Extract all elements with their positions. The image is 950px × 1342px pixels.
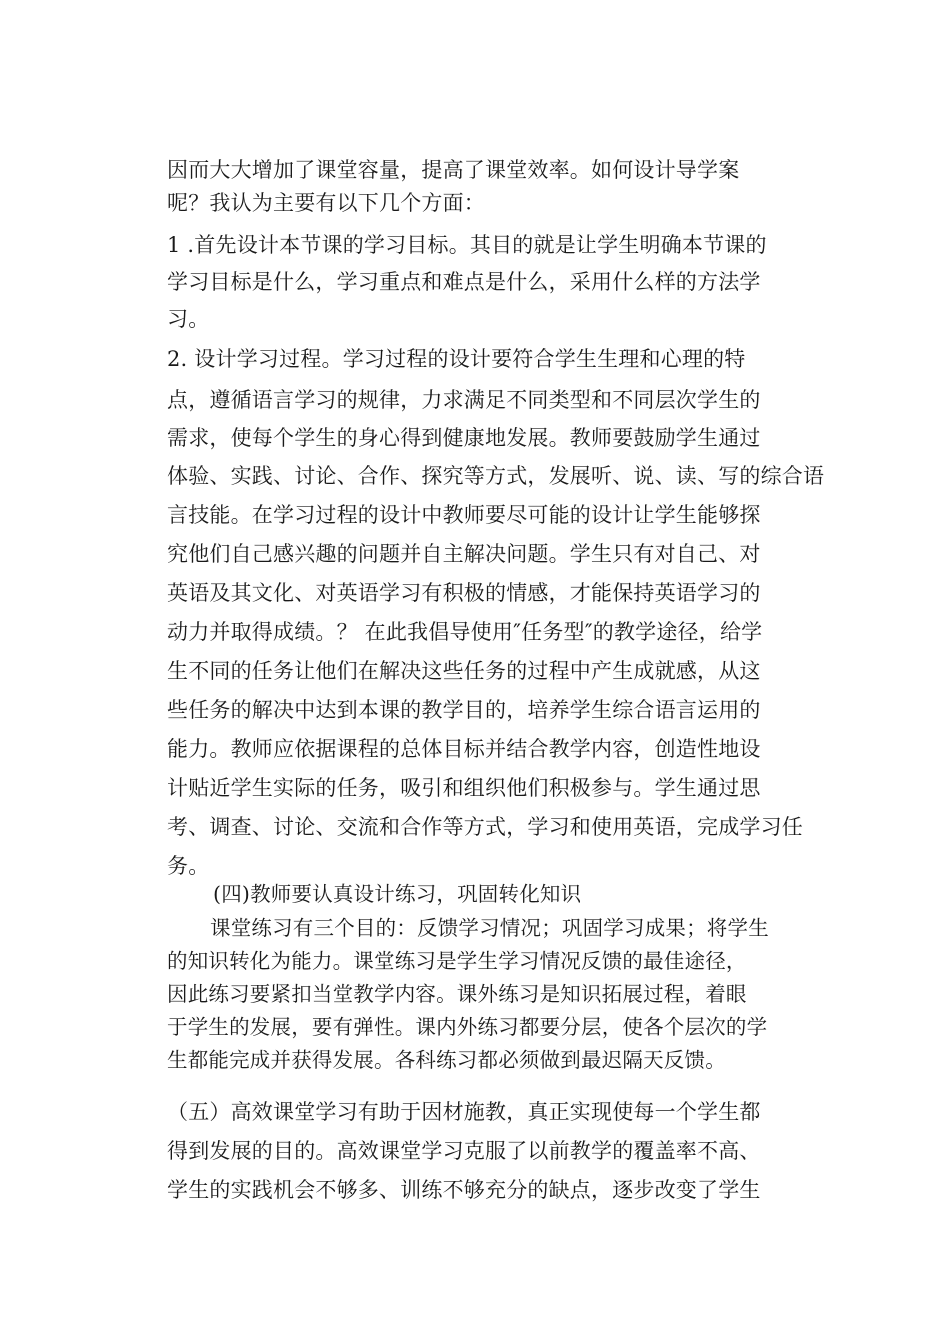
section-4-line-1: 课堂练习有三个目的：反馈学习情况；巩固学习成果；将学生 (210, 916, 769, 940)
point-2-line-12: 计贴近学生实际的任务，吸引和组织他们积极参与。学生通过思 (167, 776, 761, 800)
intro-line-1: 因而大大增加了课堂容量，提高了课堂效率。如何设计导学案 (167, 158, 740, 182)
point-2-line-1: 2. 设计学习过程。学习过程的设计要符合学生生理和心理的特 (167, 347, 746, 371)
point-2-line-4: 体验、实践、讨论、合作、探究等方式，发展听、说、读、写的综合语 (167, 464, 825, 488)
point-2-line-10: 些任务的解决中达到本课的教学目的，培养学生综合语言运用的 (167, 698, 761, 722)
section-4-line-2: 的知识转化为能力。课堂练习是学生学习情况反馈的最佳途径， (167, 949, 747, 973)
point-2-line-7: 英语及其文化、对英语学习有积极的情感，才能保持英语学习的 (167, 581, 761, 605)
point-2-line-11: 能力。教师应依据课程的总体目标并结合教学内容，创造性地设 (167, 737, 761, 761)
section-4-heading: (四)教师要认真设计练习，巩固转化知识 (213, 882, 582, 906)
section-4-line-5: 生都能完成并获得发展。各科练习都必须做到最迟隔天反馈。 (167, 1048, 726, 1072)
point-2-line-2: 点，遵循语言学习的规律，力求满足不同类型和不同层次学生的 (167, 388, 761, 412)
point-1-line-3: 习。 (167, 307, 210, 331)
section-4-line-3: 因此练习要紧扣当堂教学内容。课外练习是知识拓展过程，着眼 (167, 982, 747, 1006)
section-5-line-1: （五）高效课堂学习有助于因材施教，真正实现使每一个学生都 (167, 1100, 761, 1124)
point-2-line-13: 考、调查、讨论、交流和合作等方式，学习和使用英语，完成学习任 (167, 815, 803, 839)
point-2-line-5: 言技能。在学习过程的设计中教师要尽可能的设计让学生能够探 (167, 503, 761, 527)
point-2-line-14: 务。 (167, 854, 210, 878)
section-5-line-2: 得到发展的目的。高效课堂学习克服了以前教学的覆盖率不高、 (167, 1139, 761, 1163)
point-2-line-9: 生不同的任务让他们在解决这些任务的过程中产生成就感，从这 (167, 659, 761, 683)
point-2-line-3: 需求，使每个学生的身心得到健康地发展。教师要鼓励学生通过 (167, 426, 761, 450)
point-1-line-1: 1 .首先设计本节课的学习目标。其目的就是让学生明确本节课的 (167, 233, 767, 257)
section-4-line-4: 于学生的发展，要有弹性。课内外练习都要分层，使各个层次的学 (167, 1015, 768, 1039)
intro-line-2: 呢？我认为主要有以下几个方面： (167, 191, 485, 215)
section-5-line-3: 学生的实践机会不够多、训练不够充分的缺点，逐步改变了学生 (167, 1178, 761, 1202)
point-2-line-6: 究他们自己感兴趣的问题并自主解决问题。学生只有对自己、对 (167, 542, 761, 566)
point-1-line-2: 学习目标是什么，学习重点和难点是什么，采用什么样的方法学 (167, 270, 761, 294)
point-2-line-8: 动力并取得成绩。？ 在此我倡导使用″任务型″的教学途径，给学 (167, 620, 763, 644)
